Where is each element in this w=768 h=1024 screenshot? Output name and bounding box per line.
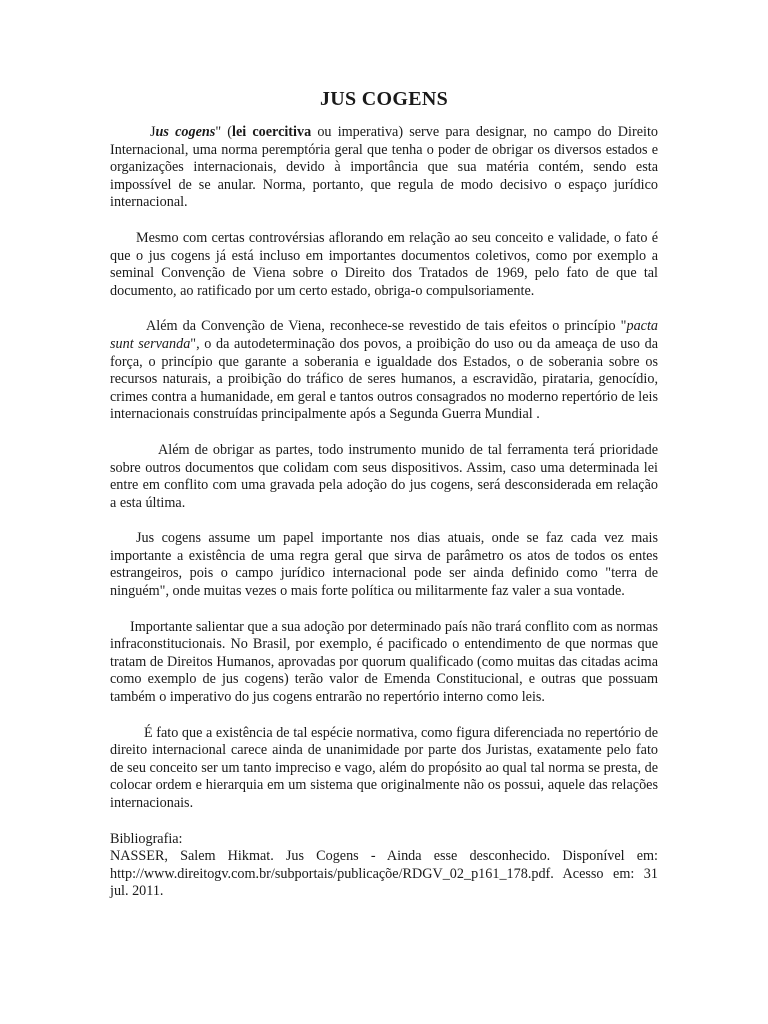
paragraph-3-text: ", o da autodeterminação dos povos, a proibição do uso ou da ameaça de uso da força, o princípio que garante a soberania e igualdade dos Estados, o de soberania sobre os recursos naturais, a proibição do tráfico de seres humanos, a escravidão, pirataria, genocídio, crimes contra a humanidade, em geral e tantos outros consagrados no moderno repertório de leis internacionais construídas principalmente após a Segunda Guerra Mundial . — [110, 335, 658, 423]
paragraph-1-text: ou imperativa) serve para designar, no campo do Direito Internacional, uma norma peremptória geral que tenha o poder de obrigar os diversos estados e organizações internacionais, devido à importância que sua matéria contém, sendo esta impossível de se anular. Norma, portanto, que regula de modo decisivo o espaço jurídico internacional. — [110, 124, 658, 211]
term-pacta-sunt-servanda: pacta sunt servanda — [110, 318, 658, 352]
paragraph-2: Mesmo com certas controvérsias aflorando em relação ao seu conceito e validade, o fato é que o jus cogens já está incluso em importantes documentos coletivos, como por exemplo a seminal Convenção de Viena sobre o Direito dos Tratados de 1969, pelo fato de que tal documento, ao ratificado por um certo estado, obriga-o compulsoriamente. — [110, 229, 658, 299]
paragraph-1-lead-start: J — [150, 124, 156, 140]
term-jus-cogens: us cogens — [155, 124, 216, 140]
paragraph-7: É fato que a existência de tal espécie normativa, como figura diferenciada no repertório de direito internacional carece ainda de unanimidade por parte dos Juristas, exatamente pelo fato de seu conceito ser um tanto impreciso e vago, além do propósito ao qual tal norma se presta, de colocar ordem e hierarquia em um sistema que originalmente não os possui, aquele das relações internacionais. — [110, 724, 658, 811]
paragraph-4: Além de obrigar as partes, todo instrumento munido de tal ferramenta terá prioridade sobre outros documentos que colidam com seus dispositivos. Assim, caso uma determinada lei entre em conflito com uma gravada pela adoção do jus cogens, será desconsiderada em relação a esta última. — [110, 441, 658, 511]
paragraph-1-quote: " ( — [215, 124, 232, 140]
term-lei-coercitiva: lei coercitiva — [232, 124, 312, 140]
bibliography-entry: NASSER, Salem Hikmat. Jus Cogens - Ainda esse desconhecido. Disponível em: http://www.direitogv.com.br/subportais/publicaçõe/RDGV_02_p161_178.pdf. Acesso em: 31 jul. 2011. — [110, 848, 658, 900]
paragraph-5: Jus cogens assume um papel importante nos dias atuais, onde se faz cada vez mais importante a existência de uma regra geral que sirva de parâmetro os atos de todos os entes estrangeiros, pois o campo jurídico internacional pode ser ainda definido como "terra de ninguém", onde muitas vezes o mais forte política ou militarmente faz valer a sua vontade. — [110, 530, 658, 600]
paragraph-3 — [110, 318, 658, 424]
bibliography-heading: Bibliografia: — [110, 830, 183, 847]
document-title: JUS COGENS — [319, 88, 449, 110]
paragraph-6: Importante salientar que a sua adoção por determinado país não trará conflito com as normas infraconstitucionais. No Brasil, por exemplo, é pacificado o entendimento de que normas que tratam de Direitos Humanos, aprovadas por quorum qualificado (como muitas das citadas acima como exemplo de jus cogens) terão valor de Emenda Constitucional, e outras que possuam também o imperativo do jus cogens entrarão no repertório interno como leis. — [110, 618, 658, 706]
paragraph-1 — [110, 124, 658, 212]
bibliography — [110, 831, 658, 901]
document-page — [110, 86, 658, 901]
paragraph-3-start: Além da Convenção de Viena, reconhece-se revestido de tais efeitos o princípio " — [146, 318, 627, 335]
